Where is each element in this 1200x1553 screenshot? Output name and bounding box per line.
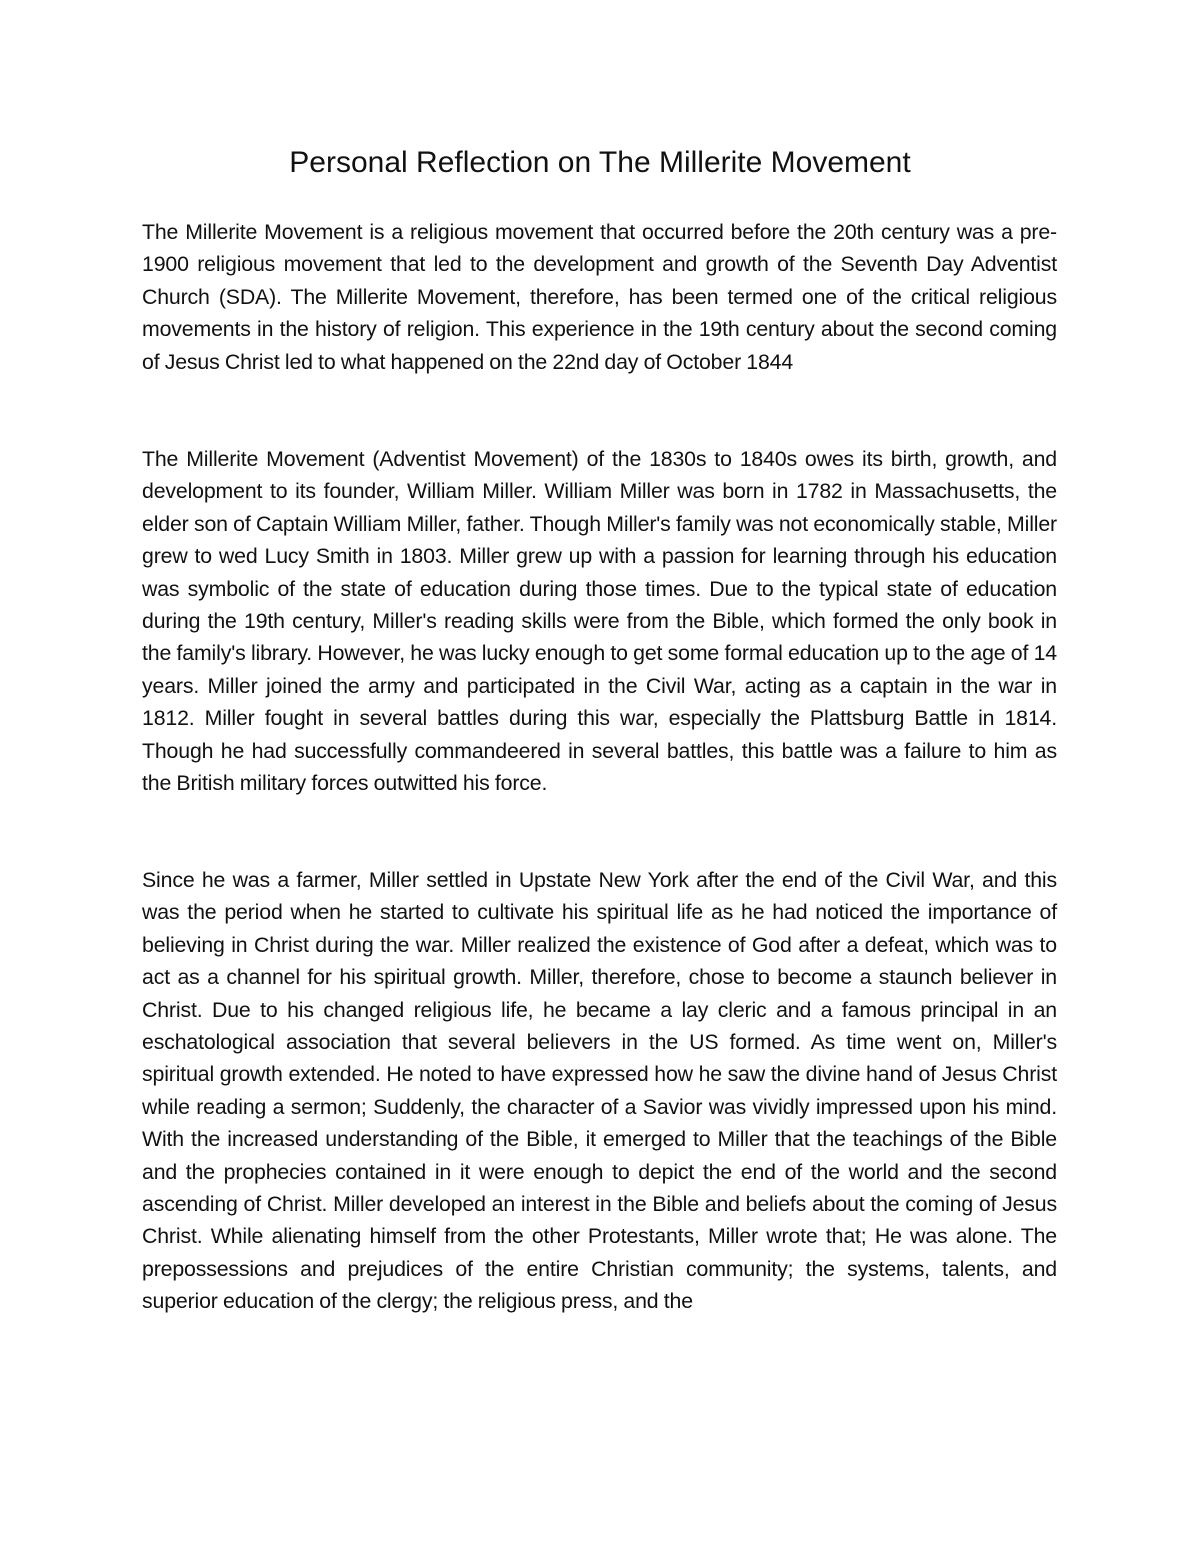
paragraph-intro: The Millerite Movement is a religious movement that occurred before the 20th century was a pre-1900 religious movement that led to the development and growth of the Seventh Day Adventist Church (SDA). The Millerite Movement, therefore, has been termed one of the critical religious movements in the history of religion. This experience in the 19th century about the second coming of Jesus Christ led to what happened on the 22nd day of October 1844 [142,220,1057,374]
paragraph-william-miller: The Millerite Movement (Adventist Movement) of the 1830s to 1840s owes its birth, growth, and development to its founder, William Miller. William Miller was born in 1782 in Massachusetts, the elder son of Captain William Miller, father. Though Miller's family was not economically stable, Miller grew to wed Lucy Smith in 1803. Miller grew up with a passion for learning through his education was symbolic of the state of education during those times. Due to the typical state of education during the 19th century, Miller's reading skills were from the Bible, which formed the only book in the family's library. However, he was lucky enough to get some formal education up to the age of 14 years. Miller joined the army and participated in the Civil War, acting as a captain in the war in 1812. Miller fought in several battles during this war, especially the Plattsburg Battle in 1814. Though he had successfully commandeered in several battles, this battle was a failure to him as the British military forces outwitted his force. [142,447,1057,796]
document-title: Personal Reflection on The Millerite Movement [289,146,911,179]
paragraph-spiritual-growth: Since he was a farmer, Miller settled in Upstate New York after the end of the Civil War, and this was the period when he started to cultivate his spiritual life as he had noticed the importance of believing in Christ during the war. Miller realized the existence of God after a defeat, which was to act as a channel for his spiritual growth. Miller, therefore, chose to become a staunch believer in Christ. Due to his changed religious life, he became a lay cleric and a famous principal in an eschatological association that several believers in the US formed. As time went on, Miller's spiritual growth extended. He noted to have expressed how he saw the divine hand of Jesus Christ while reading a sermon; Suddenly, the character of a Savior was vividly impressed upon his mind. With the increased understanding of the Bible, it emerged to Miller that the teachings of the Bible and the prophecies contained in it were enough to depict the end of the world and the second ascending of Christ. Miller developed an interest in the Bible and beliefs about the coming of Jesus Christ. While alienating himself from the other Protestants, Miller wrote that; He was alone. The prepossessions and prejudices of the entire Christian community; the systems, talents, and superior education of the clergy; the religious press, and the [142,868,1057,1314]
